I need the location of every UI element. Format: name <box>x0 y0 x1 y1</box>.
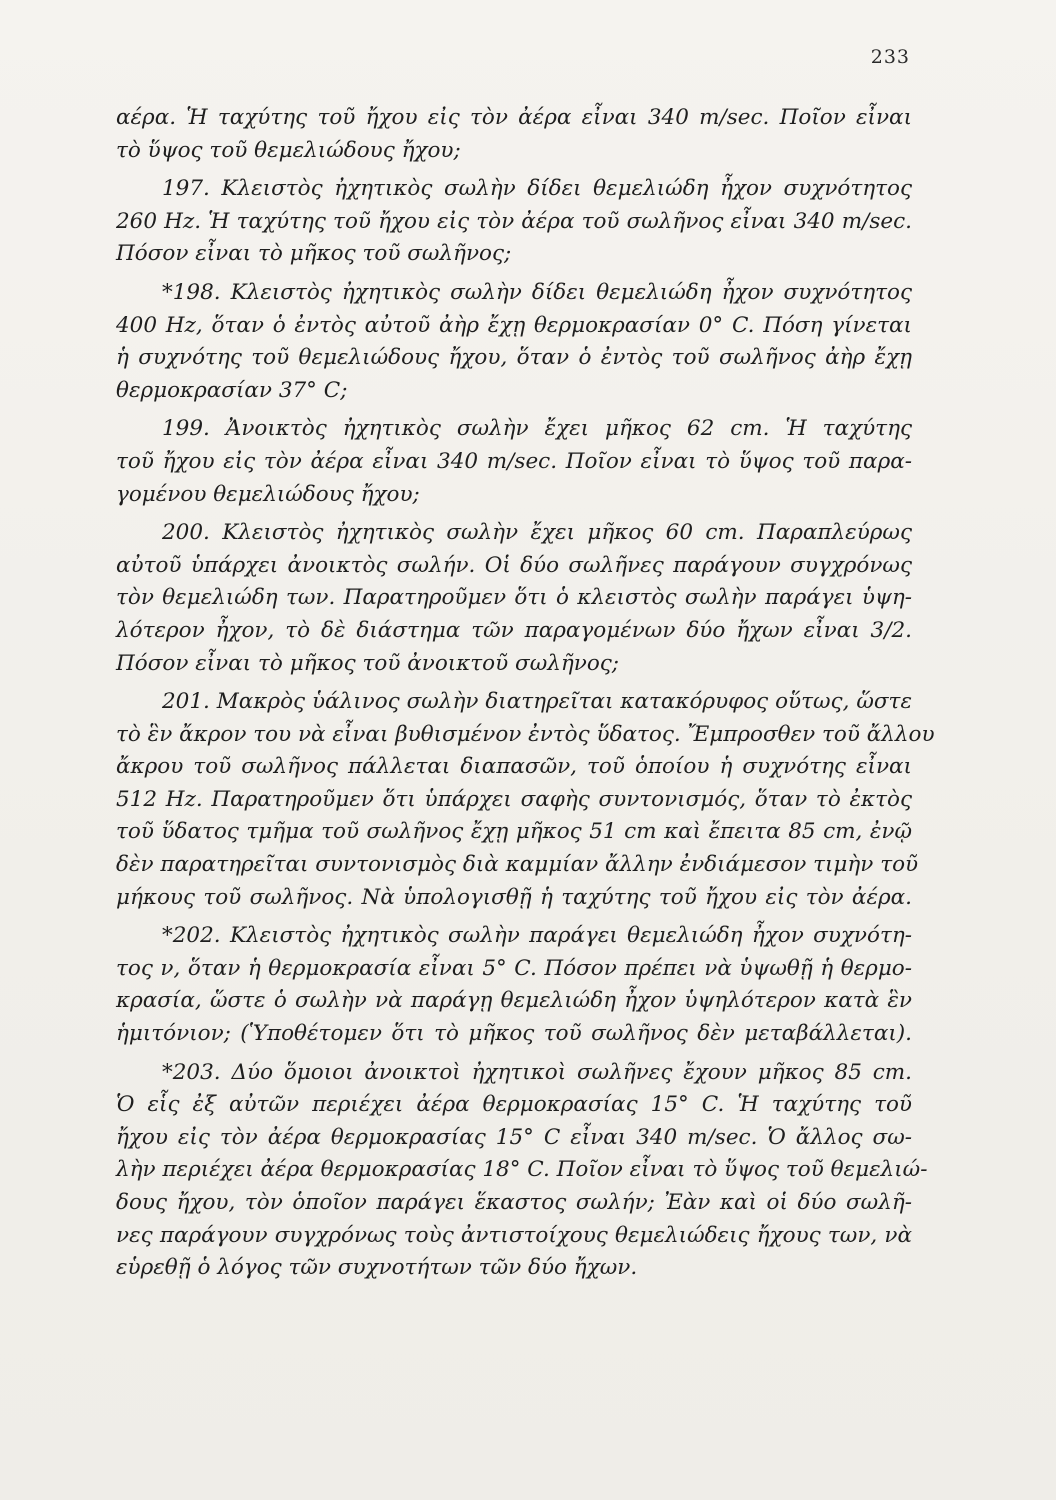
text-line: ἡ συχνότης τοῦ θεμελιώδους ἤχου, ὅταν ὁ ἐντὸς τοῦ σωλῆνος ἀὴρ ἔχῃ <box>116 345 912 371</box>
text-line: *202. Κλειστὸς ἠχητικὸς σωλὴν παράγει θεμελιώδη ἦχον συχνότη- <box>162 923 912 949</box>
problem-203 <box>116 1057 928 1285</box>
text-line: τὸ ἓν ἄκρον του νὰ εἶναι βυθισμένον ἐντὸς ὕδατος. Ἔμπροσθεν τοῦ ἄλλου <box>116 721 935 747</box>
text-line: Πόσον εἶναι τὸ μῆκος τοῦ ἀνοικτοῦ σωλῆνος; <box>116 650 620 676</box>
text-line: 201. Μακρὸς ὑάλινος σωλὴν διατηρεῖται κατακόρυφος οὕτως, ὥστε <box>162 689 912 715</box>
text-line: ἡμιτόνιον; (Ὑποθέτομεν ὅτι τὸ μῆκος τοῦ σωλῆνος δὲν μεταβάλλεται). <box>116 1021 912 1047</box>
problem-202 <box>116 920 912 1050</box>
text-line: ἄκρου τοῦ σωλῆνος πάλλεται διαπασῶν, τοῦ ὁποίου ἡ συχνότης εἶναι <box>116 754 912 780</box>
text-line: τὸ ὕψος τοῦ θεμελιώδους ἤχου; <box>116 137 461 163</box>
text-line: 200. Κλειστὸς ἠχητικὸς σωλὴν ἔχει μῆκος 60 cm. Παραπλεύρως <box>162 520 912 546</box>
text-line: γομένου θεμελιώδους ἤχου; <box>116 481 420 507</box>
text-line: θερμοκρασίαν 37° C; <box>116 377 348 403</box>
text-line: 512 Hz. Παρατηροῦμεν ὅτι ὑπάρχει σαφὴς συντονισμός, ὅταν τὸ ἐκτὸς <box>116 786 912 812</box>
text-line: δὲν παρατηρεῖται συντονισμὸς διὰ καμμίαν ἄλλην ἐνδιάμεσον τιμὴν τοῦ <box>116 852 919 878</box>
text-line: λότερον ἦχον, τὸ δὲ διάστημα τῶν παραγομένων δύο ἤχων εἶναι 3/2. <box>116 617 912 643</box>
problem-197 <box>116 173 912 271</box>
text-line: 197. Κλειστὸς ἠχητικὸς σωλὴν δίδει θεμελιώδη ἦχον συχνότητος <box>162 176 912 202</box>
text-line: Ὁ εἷς ἐξ αὐτῶν περιέχει ἀέρα θερμοκρασίας 15° C. Ἡ ταχύτης τοῦ <box>116 1092 912 1118</box>
text-line: *203. Δύο ὅμοιοι ἀνοικτοὶ ἠχητικοὶ σωλῆνες ἔχουν μῆκος 85 cm. <box>162 1059 912 1085</box>
text-line: μήκους τοῦ σωλῆνος. Νὰ ὑπολογισθῇ ἡ ταχύτης τοῦ ἤχου εἰς τὸν ἀέρα. <box>116 884 912 910</box>
text-line: αέρα. Ἡ ταχύτης τοῦ ἤχου εἰς τὸν ἀέρα εἶναι 340 m/sec. Ποῖον εἶναι <box>116 105 912 130</box>
problem-198 <box>116 277 912 407</box>
text-line: τοῦ ὕδατος τμῆμα τοῦ σωλῆνος ἔχῃ μῆκος 51 cm καὶ ἔπειτα 85 cm, ἐνῷ <box>116 819 912 845</box>
text-line: ἤχου εἰς τὸν ἀέρα θερμοκρασίας 15° C εἶναι 340 m/sec. Ὁ ἄλλος σω- <box>116 1124 912 1150</box>
text-line: *198. Κλειστὸς ἠχητικὸς σωλὴν δίδει θεμελιώδη ἦχον συχνότητος <box>162 279 912 305</box>
problem-200 <box>116 517 912 680</box>
page-number: 233 <box>870 46 910 68</box>
problem-text <box>116 102 935 1285</box>
text-line: αὐτοῦ ὑπάρχει ἀνοικτὸς σωλήν. Οἱ δύο σωλῆνες παράγουν συγχρόνως <box>116 552 912 578</box>
text-line: 199. Ἀνοικτὸς ἠχητικὸς σωλὴν ἔχει μῆκος 62 cm. Ἡ ταχύτης <box>162 416 912 442</box>
text-line: νες παράγουν συγχρόνως τοὺς ἀντιστοίχους θεμελιώδεις ἤχους των, νὰ <box>116 1222 912 1248</box>
paragraph-intro <box>116 102 912 167</box>
text-line: τοῦ ἤχου εἰς τὸν ἀέρα εἶναι 340 m/sec. Ποῖον εἶναι τὸ ὕψος τοῦ παρα- <box>116 448 912 474</box>
text-line: λὴν περιέχει ἀέρα θερμοκρασίας 18° C. Ποῖον εἶναι τὸ ὕψος τοῦ θεμελιώ- <box>116 1157 928 1183</box>
problem-201 <box>116 686 935 914</box>
text-line: εὑρεθῇ ὁ λόγος τῶν συχνοτήτων τῶν δύο ἤχων. <box>116 1255 638 1281</box>
text-line: Πόσον εἶναι τὸ μῆκος τοῦ σωλῆνος; <box>116 241 512 267</box>
text-line: 400 Hz, ὅταν ὁ ἐντὸς αὐτοῦ ἀὴρ ἔχῃ θερμοκρασίαν 0° C. Πόση γίνεται <box>116 312 912 338</box>
text-line: κρασία, ὥστε ὁ σωλὴν νὰ παράγῃ θεμελιώδη ἦχον ὑψηλότερον κατὰ ἓν <box>116 988 912 1014</box>
problem-199 <box>116 413 912 511</box>
text-line: 260 Hz. Ἡ ταχύτης τοῦ ἤχου εἰς τὸν ἀέρα τοῦ σωλῆνος εἶναι 340 m/sec. <box>116 208 912 234</box>
text-line: δους ἤχου, τὸν ὁποῖον παράγει ἕκαστος σωλήν; Ἐὰν καὶ οἱ δύο σωλῆ- <box>116 1190 912 1215</box>
text-line: τὸν θεμελιώδη των. Παρατηροῦμεν ὅτι ὁ κλειστὸς σωλὴν παράγει ὑψη- <box>116 585 912 611</box>
text-line: τος ν, ὅταν ἡ θερμοκρασία εἶναι 5° C. Πόσον πρέπει νὰ ὑψωθῇ ἡ θερμο- <box>116 955 912 981</box>
